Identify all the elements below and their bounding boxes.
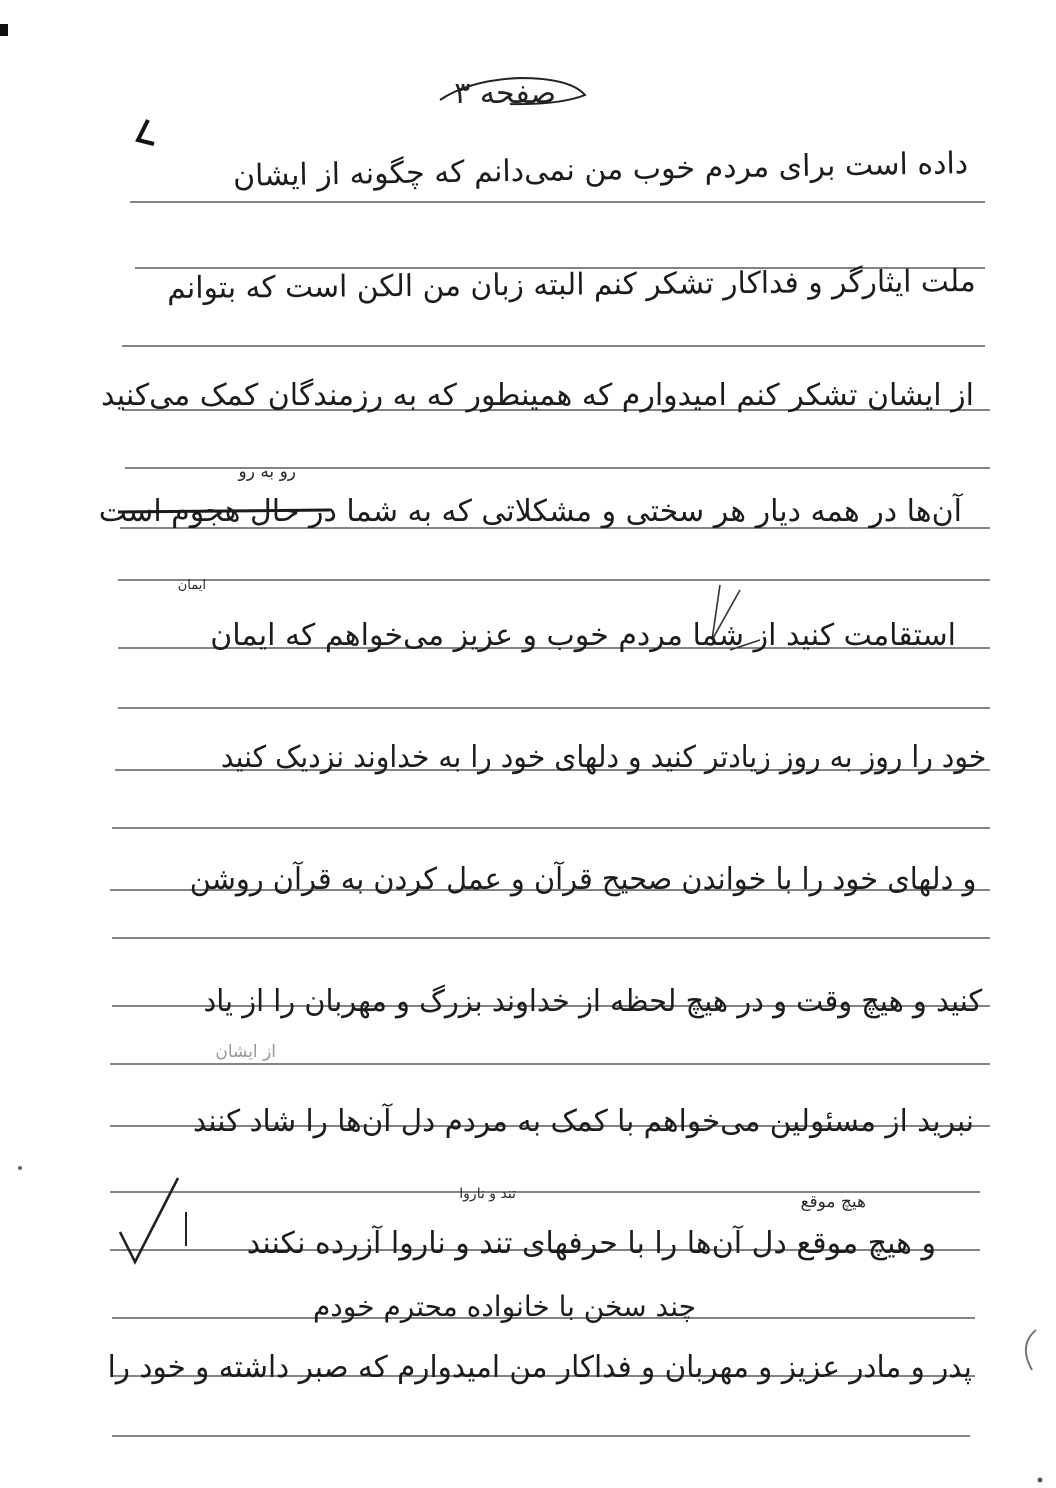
letter-line-11: چند سخن با خانواده محترم خودم <box>312 1290 696 1323</box>
annotation-line-9: از ایشان <box>215 1042 276 1062</box>
letter-line-7: و دلهای خود را با خواندن صحیح قرآن و عمل کردن به قرآن روشن <box>189 862 976 897</box>
annotation-line-10a: تند و ناروا <box>459 1186 516 1202</box>
letter-line-5: استقامت کنید از شما مردم خوب و عزیز می‌خواهم که ایمان <box>210 618 956 653</box>
letter-line-6: خود را روز به روز زیادتر کنید و دلهای خود را به خداوند نزدیک کنید <box>220 740 986 775</box>
letter-line-9: نبرید از مسئولین می‌خواهم با کمک به مردم دل آن‌ها را شاد کنند <box>192 1104 974 1139</box>
annotation-line-4: رو به رو <box>238 462 296 482</box>
annotation-line-5: ایمان <box>177 578 206 593</box>
letter-line-3: از ایشان تشکر کنم امیدوارم که همینطور که به رزمندگان کمک می‌کنید <box>101 378 974 413</box>
letter-line-2: ملت ایثارگر و فداکار تشکر کنم البته زبان من الکن است که بتوانم <box>167 264 977 307</box>
letter-line-4: آن‌ها در همه دیار هر سختی و مشکلاتی که به شما در حال هجوم است <box>98 494 962 529</box>
letter-line-10: و هیچ موقع دل آن‌ها را با حرفهای تند و ناروا آزرده نکنند <box>246 1226 936 1261</box>
letter-line-12: پدر و مادر عزیز و مهربان و فداکار من امیدوارم که صبر داشته و خود را <box>107 1350 972 1385</box>
annotation-line-10b: هیچ موقع <box>800 1192 866 1212</box>
page-number: صفحه ۳ <box>454 76 556 111</box>
letter-line-8: کنید و هیچ وقت و در هیچ لحظه از خداوند بزرگ و مهربان را از یاد <box>203 984 982 1019</box>
letter-line-1: داده است برای مردم خوب من نمی‌دانم که چگونه از ایشان <box>232 146 969 194</box>
